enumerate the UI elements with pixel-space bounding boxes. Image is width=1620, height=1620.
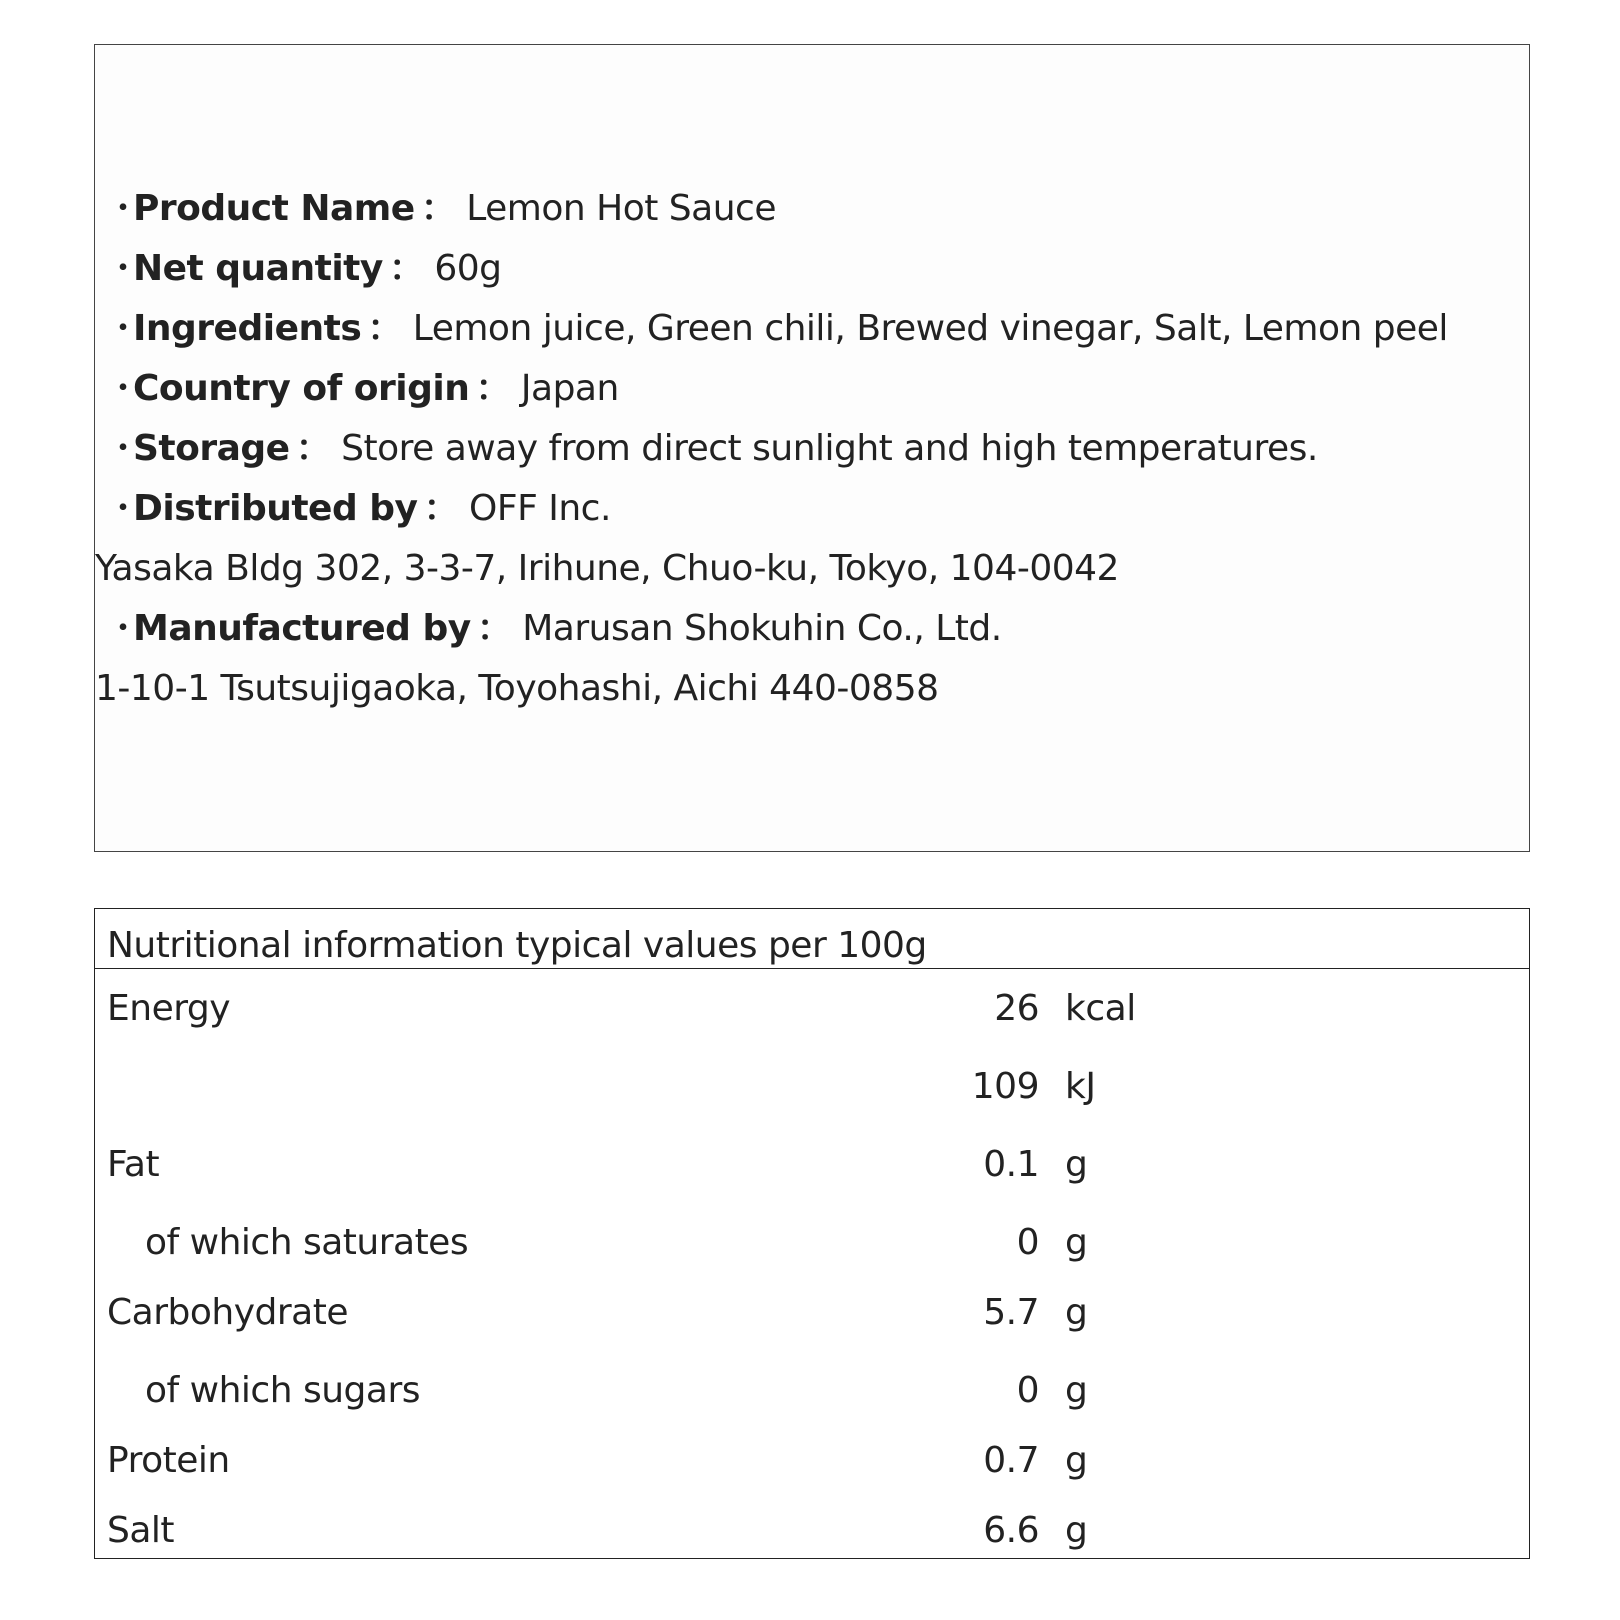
nutrient-unit: g xyxy=(1065,1370,1088,1411)
nutrition-header: Nutritional information typical values per 100g xyxy=(95,909,1529,969)
nutrition-row-energy-kj xyxy=(95,1057,1529,1117)
nutrient-unit: g xyxy=(1065,1144,1088,1185)
country-of-origin-label: Country of origin xyxy=(133,368,470,409)
nutrient-unit: g xyxy=(1065,1440,1088,1481)
nutrient-label: of which sugars xyxy=(145,1370,420,1411)
ingredients-label: Ingredients xyxy=(133,308,362,349)
nutrient-label: of which saturates xyxy=(145,1222,469,1263)
colon: ： xyxy=(420,188,457,229)
colon: ： xyxy=(388,248,425,289)
manufacturer-address: 1-10-1 Tsutsujigaoka, Toyohashi, Aichi 440-0858 xyxy=(95,668,939,709)
nutrition-row-saturates xyxy=(95,1213,1529,1273)
bullet: ・ xyxy=(105,428,141,469)
nutrient-value: 0.7 xyxy=(983,1440,1039,1481)
nutrition-row-sugars xyxy=(95,1361,1529,1421)
nutrition-table xyxy=(94,908,1530,1559)
nutrition-row-protein xyxy=(95,1431,1529,1491)
nutrient-unit: kJ xyxy=(1065,1066,1096,1107)
ingredients-value: Lemon juice, Green chili, Brewed vinegar, Salt, Lemon peel xyxy=(412,308,1448,349)
bullet: ・ xyxy=(105,308,141,349)
nutrient-label: Salt xyxy=(107,1510,175,1551)
nutrient-value: 0 xyxy=(1016,1222,1039,1263)
nutrient-label: Carbohydrate xyxy=(107,1292,348,1333)
product-info-panel xyxy=(94,44,1530,852)
nutrient-unit: g xyxy=(1065,1510,1088,1551)
bullet: ・ xyxy=(105,488,141,529)
nutrient-value: 26 xyxy=(994,988,1039,1029)
storage-label: Storage xyxy=(133,428,290,469)
product-name-line xyxy=(95,179,776,239)
nutrient-value: 6.6 xyxy=(983,1510,1039,1551)
distributed-by-line xyxy=(95,479,611,539)
net-quantity-label: Net quantity xyxy=(133,248,383,289)
product-name-value: Lemon Hot Sauce xyxy=(466,188,776,229)
bullet: ・ xyxy=(105,608,141,649)
nutrition-row-salt xyxy=(95,1501,1529,1561)
bullet: ・ xyxy=(105,368,141,409)
bullet: ・ xyxy=(105,248,141,289)
nutrient-unit: g xyxy=(1065,1292,1088,1333)
bullet: ・ xyxy=(105,188,141,229)
nutrient-value: 5.7 xyxy=(983,1292,1039,1333)
product-name-label: Product Name xyxy=(133,188,415,229)
distributed-by-label: Distributed by xyxy=(133,488,418,529)
nutrient-unit: g xyxy=(1065,1222,1088,1263)
colon: ： xyxy=(367,308,403,349)
colon: ： xyxy=(476,608,513,649)
distributor-address-line xyxy=(95,539,1119,599)
nutrition-row-fat xyxy=(95,1135,1529,1195)
nutrition-row-energy-kcal xyxy=(95,979,1529,1039)
nutrient-value: 0.1 xyxy=(983,1144,1039,1185)
manufactured-by-value: Marusan Shokuhin Co., Ltd. xyxy=(522,608,1002,649)
net-quantity-line xyxy=(95,239,502,299)
nutrition-row-carbohydrate xyxy=(95,1283,1529,1343)
colon: ： xyxy=(475,368,511,409)
nutrient-unit: kcal xyxy=(1065,988,1136,1029)
storage-value: Store away from direct sunlight and high temperatures. xyxy=(341,428,1318,469)
nutrient-value: 109 xyxy=(971,1066,1039,1107)
nutrient-label: Fat xyxy=(107,1144,160,1185)
nutrient-label: Protein xyxy=(107,1440,230,1481)
nutrient-label: Energy xyxy=(107,988,231,1029)
storage-line xyxy=(95,419,1318,479)
net-quantity-value: 60g xyxy=(434,248,502,289)
country-of-origin-value: Japan xyxy=(520,368,619,409)
manufactured-by-line xyxy=(95,599,1002,659)
distributor-address: Yasaka Bldg 302, 3-3-7, Irihune, Chuo-ku, Tokyo, 104-0042 xyxy=(95,548,1119,589)
nutrient-value: 0 xyxy=(1016,1370,1039,1411)
country-of-origin-line xyxy=(95,359,619,419)
colon: ： xyxy=(423,488,460,529)
distributed-by-value: OFF Inc. xyxy=(469,488,611,529)
ingredients-line xyxy=(95,299,1448,359)
colon: ： xyxy=(295,428,332,469)
manufacturer-address-line xyxy=(95,659,939,719)
manufactured-by-label: Manufactured by xyxy=(133,608,471,649)
